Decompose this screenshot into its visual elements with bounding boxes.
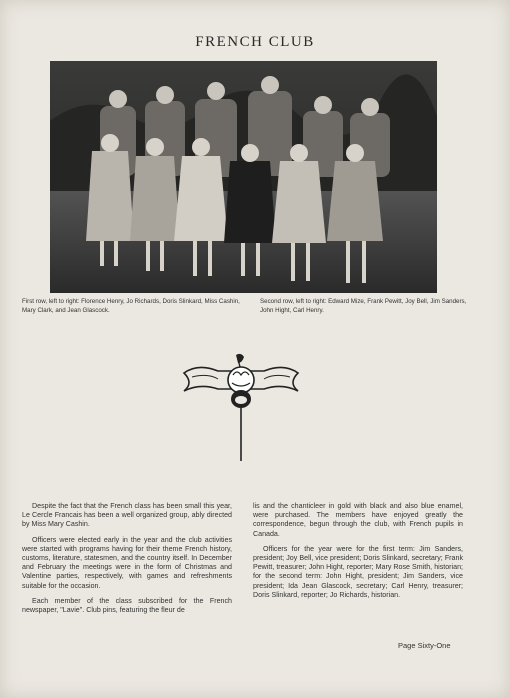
caption-second-row: Second row, left to right: Edward Mize, Frank Pewitt, Joy Bell, Jim Sanders, John Hight, Carl Henry. bbox=[260, 298, 467, 314]
page-number: Page Sixty-One bbox=[398, 641, 451, 650]
group-photo-image bbox=[50, 61, 437, 293]
group-photo bbox=[50, 61, 437, 293]
article-paragraph: Officers were elected early in the year and the club activities were started with programs having for their theme French history, customs, literature, statesmen, and the country itself. In December and February the meetings were in the form of Christmas and Valentine parties, respectively, with games and refreshments suitable for the occasion. bbox=[22, 535, 232, 590]
club-pin-emblem-icon bbox=[178, 353, 304, 463]
article-paragraph: lis and the chanticleer in gold with black and also blue enamel, were purchased. The members have enjoyed greatly the correspondence, begun through the club, with French pupils in Canada. bbox=[253, 502, 463, 538]
article-paragraph: Despite the fact that the French class has been small this year, Le Cercle Francais has been a well organized group, ably directed by Miss Mary Cashin. bbox=[22, 502, 232, 529]
article-column-right bbox=[253, 502, 463, 606]
page-title: FRENCH CLUB bbox=[195, 34, 315, 50]
article-column-left bbox=[22, 502, 232, 621]
article-paragraph: Officers for the year were for the first term: Jim Sanders, president; Joy Bell, vice president; Doris Slinkard, secretary; Frank Pewitt, treasurer; John Hight, reporter; Mary Rose Smith, historian; for the second term: John Hight, president; Jim Sanders, vice president; Ida Jean Glascock, secretary; Carl Henry, treasurer; Doris Slinkard, reporter; Jo Richards, historian. bbox=[253, 544, 463, 599]
caption-first-row: First row, left to right: Florence Henry, Jo Richards, Doris Slinkard, Miss Cashin, Mary Clark, and Jean Glascock. bbox=[22, 298, 240, 314]
article-paragraph: Each member of the class subscribed for the French newspaper, "Lavie". Club pins, featuring the fleur de bbox=[22, 596, 232, 615]
